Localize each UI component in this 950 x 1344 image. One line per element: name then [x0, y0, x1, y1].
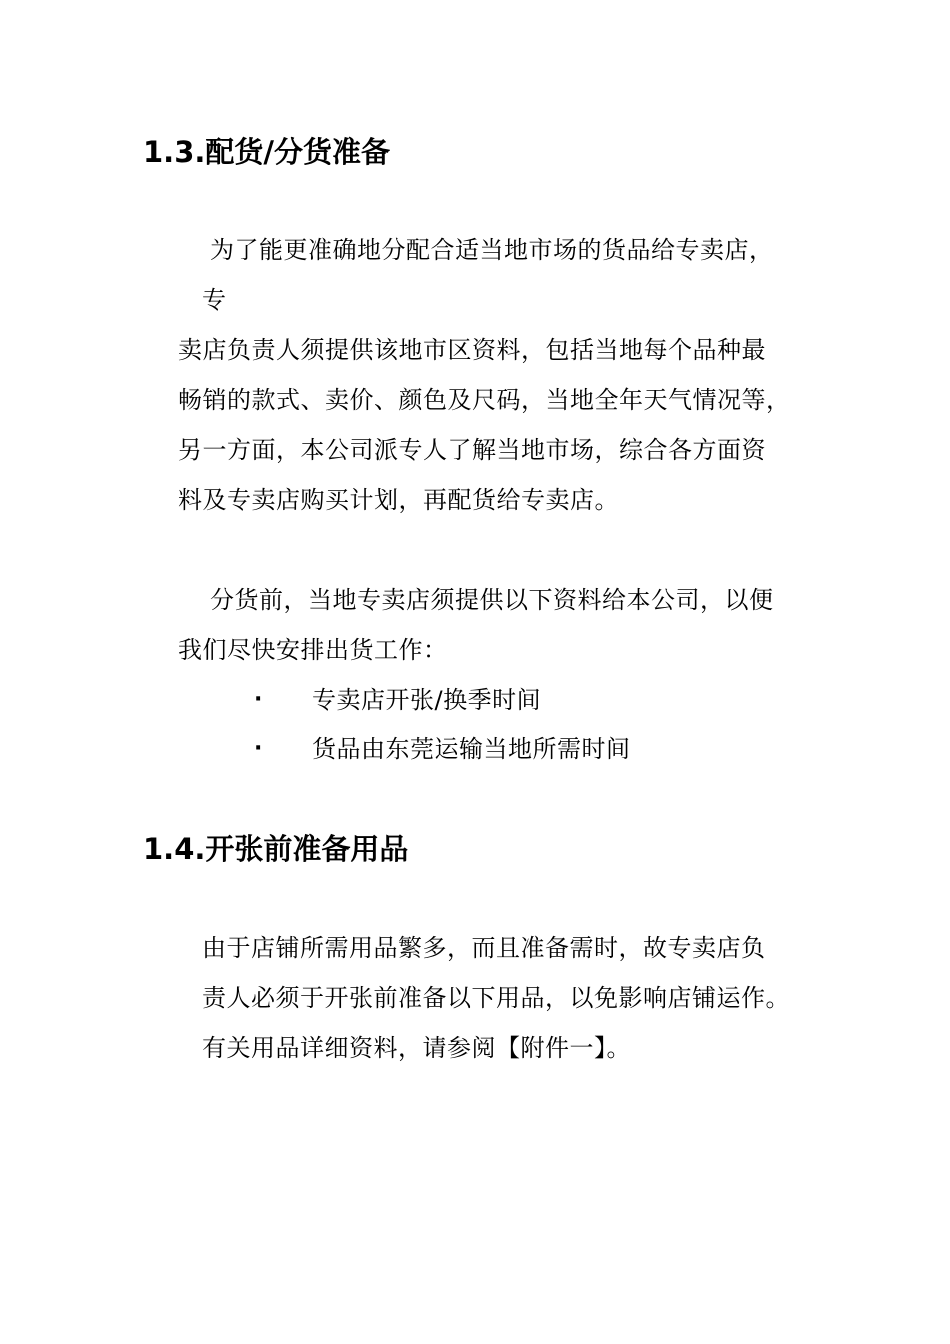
paragraph-line: 有关用品详细资料，请参阅【附件一】。	[202, 1034, 631, 1062]
paragraph-line: 为了能更准确地分配合适当地市场的货品给专卖店，	[210, 236, 774, 264]
paragraph-line: 畅销的款式、卖价、颜色及尺码，当地全年天气情况等，	[178, 386, 791, 414]
paragraph-line: 料及专卖店购买计划，再配货给专卖店。	[178, 486, 619, 514]
bullet-item: 专卖店开张/换季时间	[312, 686, 542, 714]
paragraph-line: 责人必须于开张前准备以下用品，以免影响店铺运作。	[202, 984, 790, 1012]
bullet-marker: ·	[254, 687, 263, 712]
paragraph-line: 专	[202, 286, 227, 314]
paragraph-line: 分货前，当地专卖店须提供以下资料给本公司，以便	[210, 586, 774, 614]
section-heading-1-4: 1.4.开张前准备用品	[143, 832, 409, 866]
bullet-item: 货品由东莞运输当地所需时间	[312, 735, 631, 763]
bullet-marker: ·	[254, 736, 263, 761]
paragraph-line: 卖店负责人须提供该地市区资料，包括当地每个品种最	[178, 336, 766, 364]
paragraph-line: 我们尽快安排出货工作：	[178, 636, 448, 664]
paragraph-line: 另一方面，本公司派专人了解当地市场，综合各方面资	[178, 436, 766, 464]
paragraph-line: 由于店铺所需用品繁多，而且准备需时，故专卖店负	[202, 934, 766, 962]
section-heading-1-3: 1.3.配货/分货准备	[143, 135, 390, 169]
